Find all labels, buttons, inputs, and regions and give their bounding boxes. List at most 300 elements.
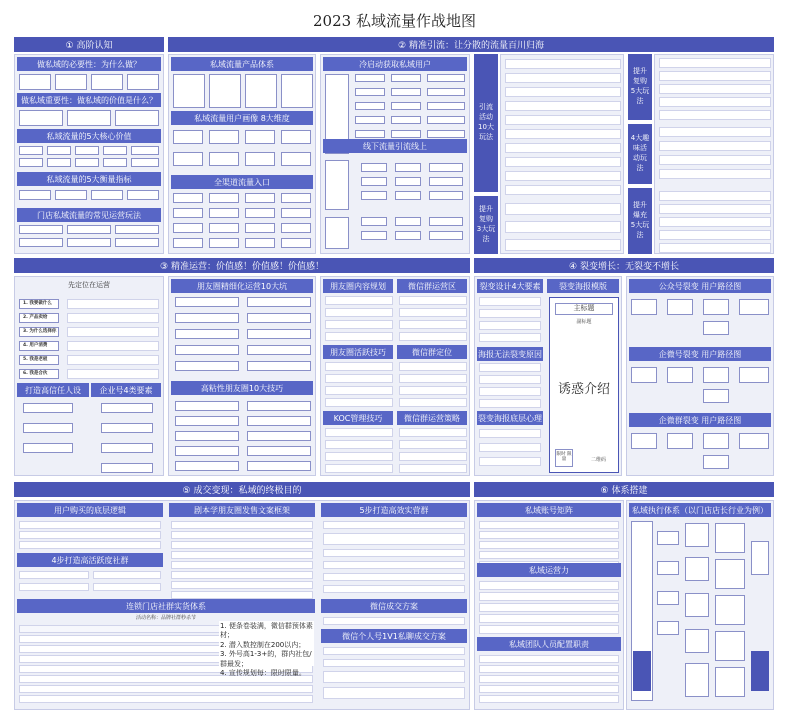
- s2-box: [355, 74, 385, 82]
- s6-row: [479, 625, 619, 634]
- s3-group-position: 微信群定位: [397, 345, 467, 359]
- s2-row: [505, 129, 621, 139]
- s3-group-strategy: 微信群运营策略: [397, 411, 467, 425]
- s2-box: [281, 193, 311, 203]
- s4-psych: 裂变海报底层心理: [477, 411, 543, 425]
- s2-box: [361, 191, 387, 200]
- s3-box: [101, 443, 153, 453]
- s3-box: [175, 345, 239, 355]
- s2-row: [659, 58, 771, 68]
- s6-left-panel: [474, 500, 624, 710]
- s2-box: [173, 238, 203, 248]
- s3-right-panel: [320, 276, 470, 476]
- s2-row: [505, 203, 621, 215]
- s6-dark-box: [751, 651, 769, 691]
- s2-box: [355, 130, 385, 138]
- s6-box: [715, 559, 745, 589]
- s3-box: [175, 297, 239, 307]
- s3-box: [175, 446, 239, 456]
- s3-box: [175, 361, 239, 371]
- s2-row: [505, 115, 621, 125]
- s4-right-panel: [626, 276, 774, 476]
- s4-box: [631, 367, 657, 383]
- s2-box: [209, 193, 239, 203]
- s1-value: 做私域重要性：做私域的价值是什么？: [17, 93, 161, 107]
- s2-box: [391, 116, 421, 124]
- s1-box: [91, 74, 123, 90]
- s2-box: [427, 88, 465, 96]
- section-4-header: ④ 裂变增长：无裂变不增长: [474, 258, 774, 273]
- s4-wechat: 企微群裂变 用户路径图: [629, 413, 771, 427]
- s3-box: [247, 446, 311, 456]
- s2-box: [281, 74, 313, 108]
- s2-box: [429, 231, 463, 240]
- s2-box: [325, 160, 349, 210]
- s4-poster: 裂变海报模版: [547, 279, 619, 293]
- s5-row: [323, 521, 465, 529]
- s2-row: [659, 169, 771, 179]
- s5-row: [323, 573, 465, 581]
- s2-box: [391, 88, 421, 96]
- s4-row: [479, 297, 541, 306]
- s1-box: [75, 158, 99, 167]
- section-1-header: ① 高阶认知: [14, 37, 164, 52]
- s3-row: [325, 332, 393, 341]
- s6-row: [479, 541, 619, 549]
- s2-box: [427, 130, 465, 138]
- s5-row: [323, 687, 465, 699]
- s4-box: [703, 433, 729, 449]
- s2-row: [659, 217, 771, 227]
- s4-box: [703, 367, 729, 383]
- s2-row: [659, 155, 771, 165]
- s3-koc: KOC管理技巧: [323, 411, 393, 425]
- s6-box: [715, 523, 745, 553]
- s3-row: [325, 296, 393, 305]
- s2-box: [173, 74, 205, 108]
- s2-box: [245, 208, 275, 218]
- s2-box: [173, 223, 203, 233]
- s2-row: [505, 101, 621, 111]
- s5-row: [323, 617, 465, 625]
- s5-script: 剧本学朋友圈发售文案框架: [169, 503, 315, 517]
- s5-row: [19, 583, 89, 591]
- s3-row: [399, 332, 467, 341]
- s3-item: 1. 我要做什么: [19, 299, 59, 309]
- s2-box: [429, 177, 463, 186]
- s4-fail: 海报无法裂变原因: [477, 347, 543, 361]
- s4-row: [479, 399, 541, 408]
- s2-row: [659, 141, 771, 151]
- s5-four-steps: 4步打造高活跃度社群: [17, 553, 163, 567]
- s2-box: [209, 152, 239, 166]
- s1-box: [127, 74, 159, 90]
- s1-metrics: 私域流量的5大衡量指标: [17, 172, 161, 186]
- s1-box: [67, 225, 111, 234]
- s2-box: [355, 116, 385, 124]
- s5-table-row: [19, 685, 313, 693]
- s6-row: [479, 521, 619, 529]
- s6-row: [479, 603, 619, 612]
- s3-left-panel: [14, 276, 164, 476]
- s2-explode-side: 提升爆充 5大玩法: [628, 188, 652, 254]
- s2-box: [429, 163, 463, 172]
- s3-item: 5. 我是老板: [19, 355, 59, 365]
- s3-box: [175, 401, 239, 411]
- s5-row: [323, 561, 465, 569]
- s2-row: [659, 97, 771, 107]
- s5-row: [171, 551, 313, 559]
- poster-center: 诱惑介绍: [557, 381, 610, 397]
- page-title: 2023 私域流量作战地图: [313, 12, 476, 30]
- s6-box: [657, 531, 679, 545]
- s6-box: [685, 557, 709, 581]
- s2-box: [391, 102, 421, 110]
- s4-box: [667, 367, 693, 383]
- s2-offline: 线下流量引流线上: [323, 139, 467, 153]
- s4-box: [703, 389, 729, 403]
- s2-box: [281, 238, 311, 248]
- s2-profile: 私域流量用户画像 8大维度: [171, 111, 313, 125]
- s1-box: [19, 158, 43, 167]
- s2-box: [245, 130, 275, 144]
- s2-fun-side: 提升复购 5大玩法: [628, 54, 652, 120]
- s3-box: [175, 329, 239, 339]
- s3-desc: [67, 341, 159, 351]
- s6-box: [685, 593, 709, 617]
- s5-row: [19, 521, 161, 529]
- s3-row: [399, 464, 467, 473]
- s2-row: [505, 73, 621, 83]
- s6-row: [479, 592, 619, 601]
- s2-box: [395, 177, 421, 186]
- section-5-header: ⑤ 成交变现：私域的终极目的: [14, 482, 470, 497]
- s5-row: [171, 591, 313, 599]
- s1-box: [19, 146, 43, 155]
- s5-row: [19, 571, 89, 579]
- s2-box: [427, 74, 465, 82]
- s3-box: [101, 403, 153, 413]
- s3-row: [399, 398, 467, 407]
- s3-item: 2. 产品卖给: [19, 313, 59, 323]
- s6-row: [479, 581, 619, 590]
- s6-row: [479, 551, 619, 559]
- s3-row: [399, 362, 467, 371]
- s1-box: [47, 146, 71, 155]
- s5-steps: 5步打造高效实营群: [321, 503, 467, 517]
- section-1-panel: [14, 54, 164, 254]
- s1-necessity: 做私域的必要性：为什么做？: [17, 57, 161, 71]
- s4-box: [703, 455, 729, 469]
- s2-lead-side: 引流活动 10大玩法: [474, 54, 498, 192]
- s5-row: [323, 549, 465, 557]
- s4-row: [479, 443, 541, 452]
- s4-public: 公众号裂变 用户路径图: [629, 279, 771, 293]
- s2-box: [391, 74, 421, 82]
- s2-box: [245, 238, 275, 248]
- s1-box: [19, 190, 51, 200]
- s2-box: [395, 163, 421, 172]
- s5-row: [323, 647, 465, 655]
- s2-row: [505, 157, 621, 167]
- s2-row: [659, 110, 771, 120]
- s5-store: 连锁门店社群实货体系: [17, 599, 315, 613]
- s3-ip: 打造高信任人设: [17, 383, 89, 397]
- s4-row: [479, 309, 541, 318]
- s3-box: [247, 431, 311, 441]
- s3-row: [399, 374, 467, 383]
- s5-row: [323, 585, 465, 593]
- s2-box: [281, 130, 311, 144]
- poster-subtitle: 副标题: [576, 319, 592, 325]
- s2-box: [361, 177, 387, 186]
- s3-row: [399, 308, 467, 317]
- s2-row: [505, 143, 621, 153]
- s2-box: [281, 223, 311, 233]
- s4-box: [631, 299, 657, 315]
- s2-list-panel: [500, 54, 624, 254]
- s2-box: [395, 191, 421, 200]
- s6-box: [685, 523, 709, 547]
- s2-box: [173, 130, 203, 144]
- s2-box: [281, 152, 311, 166]
- s2-box: [173, 193, 203, 203]
- s2-row: [505, 185, 621, 195]
- s3-row: [399, 440, 467, 449]
- s4-box: [667, 433, 693, 449]
- s5-row: [19, 531, 161, 539]
- s2-box: [429, 217, 463, 226]
- s3-desc: [67, 313, 159, 323]
- s3-item: 6. 我是合伙: [19, 369, 59, 379]
- s1-box: [131, 146, 159, 155]
- s3-row: [399, 428, 467, 437]
- s3-box: [247, 401, 311, 411]
- s3-box: [247, 361, 311, 371]
- plan-item: 1. 便条卷装满，微信群预体素材；: [220, 622, 313, 640]
- s6-capability: 私域运营力: [477, 563, 621, 577]
- s5-row: [93, 583, 161, 591]
- s1-box: [67, 110, 111, 126]
- s5-group-plan: 微信成交方案: [321, 599, 467, 613]
- s3-box: [175, 313, 239, 323]
- s1-box: [19, 238, 63, 247]
- s2-row: [659, 230, 771, 240]
- s3-box: [101, 463, 153, 473]
- s1-box: [103, 146, 127, 155]
- s2-row: [659, 191, 771, 201]
- s4-row: [479, 429, 541, 438]
- s1-box: [103, 158, 127, 167]
- s6-row: [479, 655, 619, 663]
- s3-box: [247, 297, 311, 307]
- s2-repurchase-side: 提升复购 3大玩法: [474, 196, 498, 254]
- s3-content: 朋友圈内容规划: [323, 279, 393, 293]
- s2-box: [173, 152, 203, 166]
- s3-moments-high: 高粘性朋友圈10大技巧: [171, 381, 313, 395]
- s2-box: [209, 238, 239, 248]
- s5-plan-text: [219, 621, 314, 678]
- plan-item: 3. 外号高1-3+的，群内社包/群最发；: [220, 650, 312, 668]
- s2-box: [427, 116, 465, 124]
- plan-item: 2. 潜入数控制在200以内；: [220, 640, 306, 649]
- s3-box: [175, 431, 239, 441]
- s2-box: [395, 217, 421, 226]
- s6-box: [657, 591, 679, 605]
- s6-box: [685, 663, 709, 697]
- s2-left-panel: [168, 54, 316, 254]
- s2-box: [209, 74, 241, 108]
- s1-box: [131, 158, 159, 167]
- s1-box: [47, 158, 71, 167]
- s2-row: [659, 243, 771, 253]
- s6-box: [657, 621, 679, 635]
- s2-box: [429, 191, 463, 200]
- s2-row: [505, 171, 621, 181]
- s5-row: [323, 659, 465, 667]
- s6-box: [715, 667, 745, 697]
- s2-channel: 全渠道流量入口: [171, 175, 313, 189]
- s4-enterprise: 企微号裂变 用户路径图: [629, 347, 771, 361]
- s2-row: [505, 59, 621, 69]
- s5-row: [171, 521, 313, 529]
- s2-row: [659, 71, 771, 81]
- s5-row: [171, 531, 313, 539]
- s3-desc: [67, 327, 159, 337]
- s5-row: [171, 541, 313, 549]
- s2-box: [209, 130, 239, 144]
- s6-row: [479, 665, 619, 673]
- s2-box: [209, 223, 239, 233]
- s2-box: [173, 208, 203, 218]
- s6-row: [479, 695, 619, 703]
- s3-box: [247, 416, 311, 426]
- s6-row: [479, 531, 619, 539]
- s5-logic: 用户购买的底层逻辑: [17, 503, 163, 517]
- section-3-header: ③ 精准运营：价值感！价值感！价值感！: [14, 258, 470, 273]
- s2-row: [505, 87, 621, 97]
- s3-row: [325, 464, 393, 473]
- s2-mid-panel: [320, 54, 470, 254]
- s1-box: [75, 146, 99, 155]
- s6-dark-box: [633, 651, 651, 691]
- s3-box: [23, 443, 73, 453]
- s2-box: [245, 74, 277, 108]
- s2-row: [659, 84, 771, 94]
- s2-box: [245, 193, 275, 203]
- s2-right-panel: [654, 54, 774, 254]
- s2-box: [281, 208, 311, 218]
- s3-group: 微信群运营区: [397, 279, 467, 293]
- s6-box: [657, 561, 679, 575]
- s6-box: [751, 541, 769, 575]
- s3-row: [325, 374, 393, 383]
- section-2-header: ② 精准引流：让分散的流量百川归海: [168, 37, 774, 52]
- s3-row: [325, 386, 393, 395]
- s5-row: [171, 571, 313, 579]
- s2-interest-side: 4大趣味活动玩法: [628, 124, 652, 184]
- s4-row: [479, 333, 541, 342]
- plan-item: 4. 宣传规划每：限时限量。: [220, 669, 306, 678]
- s2-box: [361, 163, 387, 172]
- s1-box: [19, 110, 63, 126]
- s1-box: [115, 238, 159, 247]
- s3-row: [399, 452, 467, 461]
- s4-box: [667, 299, 693, 315]
- s5-row: [93, 571, 161, 579]
- s5-row: [171, 581, 313, 589]
- s2-box: [361, 231, 387, 240]
- s3-first-title: 先定位在运营: [68, 281, 110, 289]
- s3-box: [247, 329, 311, 339]
- s4-left-panel: [474, 276, 622, 476]
- s4-box: [739, 367, 769, 383]
- s6-right-panel: [626, 500, 774, 710]
- s2-box: [209, 208, 239, 218]
- s4-row: [479, 363, 541, 372]
- s3-row: [325, 428, 393, 437]
- s2-box: [427, 102, 465, 110]
- s3-row: [325, 398, 393, 407]
- s3-box: [23, 423, 73, 433]
- s3-box: [101, 423, 153, 433]
- poster-qr: 二维码: [591, 457, 607, 463]
- s2-row: [505, 221, 621, 233]
- s3-box: [175, 416, 239, 426]
- s1-box: [19, 225, 63, 234]
- s1-box: [127, 190, 159, 200]
- s2-cold-start: 冷启动获取私域用户: [323, 57, 467, 71]
- s3-row: [399, 320, 467, 329]
- s1-core-value: 私域流量的5大核心价值: [17, 129, 161, 143]
- s6-row: [479, 675, 619, 683]
- s1-box: [55, 74, 87, 90]
- s3-box: [247, 313, 311, 323]
- s3-row: [325, 452, 393, 461]
- s3-friend-active: 朋友圈活跃技巧: [323, 345, 393, 359]
- s6-matrix: 私域账号矩阵: [477, 503, 621, 517]
- s3-desc: [67, 355, 159, 365]
- s5-activity: 活动名称：品牌社群秒杀节: [135, 615, 196, 621]
- s2-box: [325, 217, 349, 249]
- s3-enterprise: 企业号4类要素: [91, 383, 161, 397]
- s3-row: [399, 386, 467, 395]
- s5-row: [19, 541, 161, 549]
- s4-row: [479, 387, 541, 396]
- s3-box: [23, 403, 73, 413]
- s3-moments: 朋友圈精细化运营10大坑: [171, 279, 313, 293]
- s4-row: [479, 375, 541, 384]
- s4-box: [703, 321, 729, 335]
- s3-box: [175, 461, 239, 471]
- s2-box: [355, 102, 385, 110]
- s6-team: 私域团队人员配置职责: [477, 637, 621, 651]
- s3-item: 3. 为什么选择你: [19, 327, 59, 337]
- s6-row: [479, 685, 619, 693]
- s3-item: 4. 用户消费: [19, 341, 59, 351]
- s3-row: [325, 362, 393, 371]
- s5-row: [323, 533, 465, 545]
- s4-box: [703, 299, 729, 315]
- s2-box: [355, 88, 385, 96]
- s3-box: [247, 461, 311, 471]
- s3-desc: [67, 299, 159, 309]
- s4-design: 裂变设计4大要素: [477, 279, 543, 293]
- s6-box: [715, 631, 745, 661]
- s1-box: [19, 74, 51, 90]
- section-6-header: ⑥ 体系搭建: [474, 482, 774, 497]
- s1-box: [67, 238, 111, 247]
